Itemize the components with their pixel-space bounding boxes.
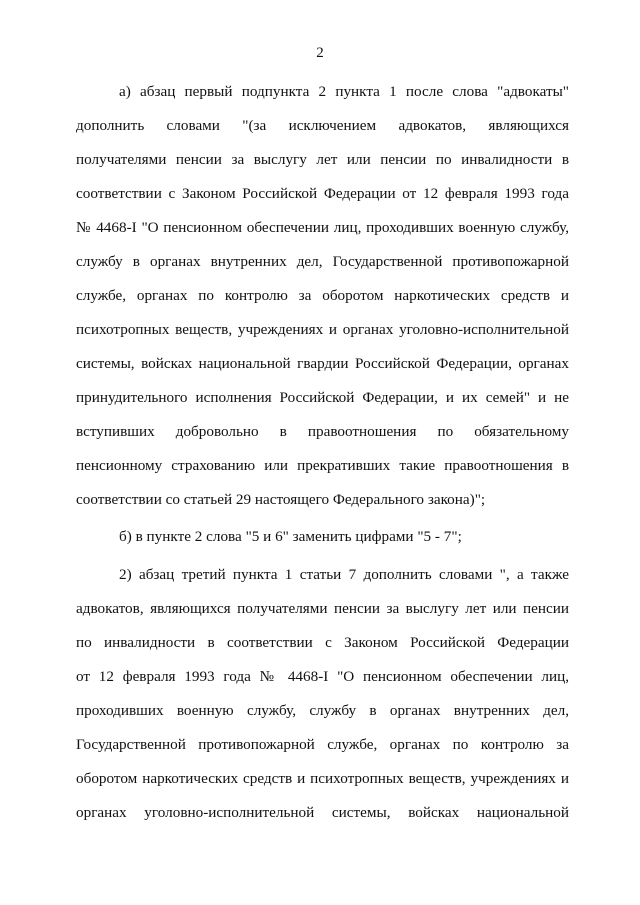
text-line: службе, органах по контролю за оборотом наркотических средств и: [76, 287, 569, 304]
text-line: адвокатов, являющихся получателями пенсии за выслугу лет или пенсии: [76, 600, 569, 617]
text-line: 2) абзац третий пункта 1 статьи 7 дополнить словами ", а также: [119, 566, 569, 583]
text-line: проходивших военную службу, службу в органах внутренних дел,: [76, 702, 569, 719]
text-line: по инвалидности в соответствии с Законом Российской Федерации: [76, 634, 569, 651]
text-line: органах уголовно-исполнительной системы, войсках национальной: [76, 804, 569, 821]
text-line: вступивших добровольно в правоотношения по обязательному: [76, 423, 569, 440]
text-line: пенсионному страхованию или прекративших такие правоотношения в: [76, 457, 569, 474]
text-line: Государственной противопожарной службе, органах по контролю за: [76, 736, 569, 753]
text-line: № 4468-I "О пенсионном обеспечении лиц, проходивших военную службу,: [76, 219, 569, 236]
text-line: б) в пункте 2 слова "5 и 6" заменить цифрами "5 - 7";: [119, 528, 462, 545]
text-line: соответствии со статьей 29 настоящего Федерального закона)";: [76, 491, 486, 508]
text-line: от 12 февраля 1993 года № 4468-I "О пенсионном обеспечении лиц,: [76, 668, 569, 685]
text-line: службу в органах внутренних дел, Государственной противопожарной: [76, 253, 569, 270]
text-line: соответствии с Законом Российской Федерации от 12 февраля 1993 года: [76, 185, 569, 202]
text-line: психотропных веществ, учреждениях и органах уголовно-исполнительной: [76, 321, 569, 338]
text-line: системы, войсках национальной гвардии Российской Федерации, органах: [76, 355, 569, 372]
text-line: оборотом наркотических средств и психотропных веществ, учреждениях и: [76, 770, 569, 787]
text-line: дополнить словами "(за исключением адвокатов, являющихся: [76, 117, 569, 134]
text-line: получателями пенсии за выслугу лет или пенсии по инвалидности в: [76, 151, 569, 168]
text-line: а) абзац первый подпункта 2 пункта 1 после слова "адвокаты": [119, 83, 569, 100]
page-number: 2: [316, 45, 324, 61]
text-line: принудительного исполнения Российской Федерации, и их семей" и не: [76, 389, 569, 406]
